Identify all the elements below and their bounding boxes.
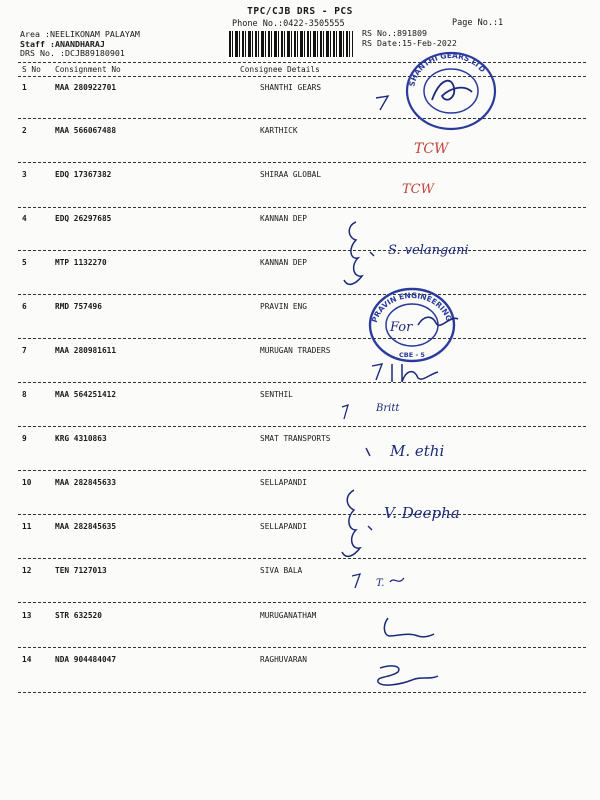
svg-text:TCW: TCW <box>414 141 449 157</box>
table-row <box>0 214 600 258</box>
signature-row7 <box>368 360 448 386</box>
stamp-text-pravin-city: CBE - 5 <box>399 351 425 359</box>
signature-britt <box>338 395 418 425</box>
row-sno: 3 <box>22 170 27 179</box>
row-consignment: KRG 4310863 <box>55 434 107 443</box>
row-divider <box>18 338 586 339</box>
meta-right <box>362 29 457 48</box>
phone-number: Phone No.:0422-3505555 <box>232 19 345 29</box>
row-consignee: RAGHUVARAN <box>260 655 307 664</box>
row-consignee: MURUGAN TRADERS <box>260 346 331 355</box>
stamp-text-shanthi: SHANTHI GEARS LTD <box>407 50 488 88</box>
row-sno: 2 <box>22 126 27 135</box>
row-consignment: MTP 1132270 <box>55 258 107 267</box>
row-sno: 8 <box>22 390 27 399</box>
row-divider <box>18 118 586 119</box>
column-header-sno: S No <box>22 65 41 74</box>
shanthi-gears-stamp <box>402 48 500 134</box>
row-sno: 11 <box>22 522 32 531</box>
row-sno: 9 <box>22 434 27 443</box>
svg-text:T.: T. <box>376 578 385 589</box>
svg-text:V. Deepha: V. Deepha <box>384 504 460 522</box>
row-divider <box>18 647 586 648</box>
row-divider <box>18 382 586 383</box>
row-consignee: SELLAPANDI <box>260 478 307 487</box>
row-sno: 1 <box>22 83 27 92</box>
row-consignee: SENTHIL <box>260 390 293 399</box>
rs-date: RS Date:15-Feb-2022 <box>362 37 457 48</box>
staff-label: Staff :ANANDHARAJ <box>20 38 105 49</box>
header-rule-bottom <box>18 76 586 77</box>
signature-row12 <box>348 570 418 594</box>
row-consignment: MAA 282845635 <box>55 522 117 531</box>
row-divider <box>18 162 586 163</box>
svg-text:M. ethi: M. ethi <box>390 442 445 460</box>
table-row <box>0 522 600 566</box>
signature-mathi <box>362 428 472 468</box>
row-consignment: NDA 904484047 <box>55 655 117 664</box>
row-consignment: MAA 566067488 <box>55 126 117 135</box>
row-consignee: SHANTHI GEARS <box>260 83 322 92</box>
row-divider <box>18 294 586 295</box>
row-divider <box>18 514 586 515</box>
row-consignee: SHIRAA GLOBAL <box>260 170 322 179</box>
row-divider <box>18 426 586 427</box>
table-row <box>0 346 600 390</box>
signature-tcw-row2 <box>410 135 470 161</box>
row-divider <box>18 602 586 603</box>
row-sno: 14 <box>22 655 32 664</box>
table-row <box>0 478 600 522</box>
table-row <box>0 126 600 170</box>
row-consignee: SMAT TRANSPORTS <box>260 434 331 443</box>
handwritten-for: For <box>390 320 413 335</box>
row-consignment: RMD 757496 <box>55 302 102 311</box>
svg-text:S. velangani: S. velangani <box>388 243 469 258</box>
meta-left <box>20 30 140 59</box>
barcode <box>229 31 353 57</box>
row-consignment: EDQ 17367382 <box>55 170 112 179</box>
row-consignment: MAA 280981611 <box>55 346 117 355</box>
row-consignment: EDQ 26297685 <box>55 214 112 223</box>
area-label: Area :NEELIKONAM PALAYAM <box>20 29 140 39</box>
row-divider <box>18 207 586 208</box>
page-number: Page No.:1 <box>452 18 504 28</box>
table-row <box>0 434 600 478</box>
svg-text:TCW: TCW <box>402 182 434 197</box>
row-consignee: KANNAN DEP <box>260 214 307 223</box>
signature-row14 <box>372 658 444 692</box>
row-sno: 13 <box>22 611 32 620</box>
signature-tcw-row3 <box>400 177 448 199</box>
row-consignee: KANNAN DEP <box>260 258 307 267</box>
row-consignment: STR 632520 <box>55 611 102 620</box>
row-consignment: MAA 564251412 <box>55 390 117 399</box>
stamp-text-pravin: PRAVIN ENGINEERING <box>369 290 454 324</box>
row-consignee: KARTHICK <box>260 126 298 135</box>
document-title: TPC/CJB DRS - PCS <box>247 6 353 17</box>
row-consignee: SIVA BALA <box>260 566 303 575</box>
row-divider <box>18 558 586 559</box>
column-header-consignee: Consignee Details <box>240 65 320 74</box>
row-consignee: PRAVIN ENG <box>260 302 307 311</box>
row-sno: 6 <box>22 302 27 311</box>
table-row <box>0 302 600 346</box>
row-divider <box>18 250 586 251</box>
table-row <box>0 390 600 434</box>
signature-vdeepha <box>338 486 478 566</box>
row-consignee: MURUGANATHAM <box>260 611 317 620</box>
row-sno: 4 <box>22 214 27 223</box>
column-header-consignment: Consignment No <box>55 65 121 74</box>
signature-row13 <box>378 614 438 648</box>
row-divider <box>18 692 586 693</box>
row-consignment: MAA 282845633 <box>55 478 117 487</box>
signature-vellangani <box>338 218 498 296</box>
table-row <box>0 83 600 127</box>
row-sno: 5 <box>22 258 27 267</box>
table-row <box>0 258 600 302</box>
pravin-engineering-stamp <box>366 285 462 365</box>
table-row <box>0 566 600 610</box>
row-consignment: MAA 280922701 <box>55 83 117 92</box>
drs-number: DRS No. :DCJB89180901 <box>20 48 125 59</box>
signature-mark-1 <box>372 92 396 112</box>
svg-text:Britt: Britt <box>376 403 400 414</box>
rs-number: RS No.:891809 <box>362 28 427 38</box>
table-row <box>0 611 600 655</box>
header-rule-top <box>18 62 586 63</box>
row-consignee: SELLAPANDI <box>260 522 307 531</box>
row-consignment: TEN 7127013 <box>55 566 107 575</box>
row-divider <box>18 470 586 471</box>
row-sno: 12 <box>22 566 32 575</box>
row-sno: 10 <box>22 478 32 487</box>
row-sno: 7 <box>22 346 27 355</box>
